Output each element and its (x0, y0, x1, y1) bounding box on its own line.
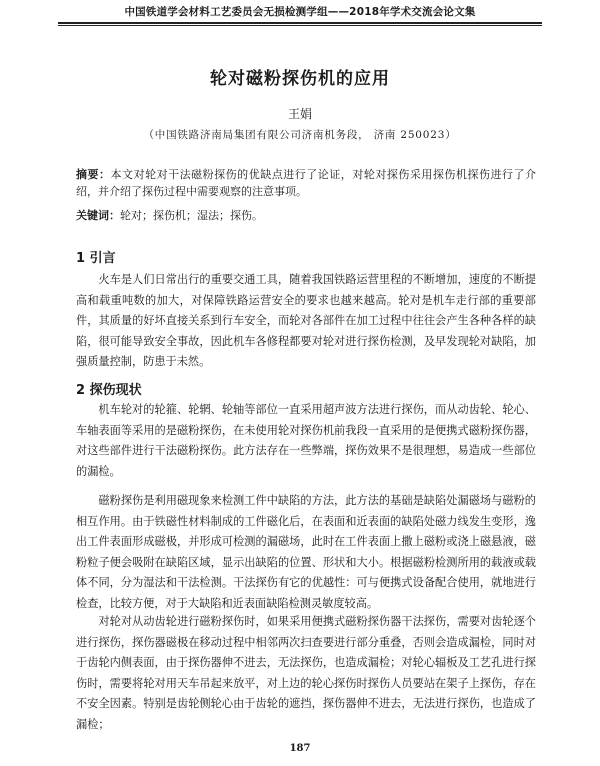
section-heading-status: 2 探伤现状 (76, 383, 142, 398)
abstract (76, 166, 536, 200)
paragraph: 火车是人们日常出行的重要交通工具，随着我国铁路运营里程的不断增加，速度的不断提高和载重吨数的加大，对保障铁路运营安全的要求也越来越高。轮对是机车走行部的重要部件，其质量的好坏直接关系到行车安全，而轮对各部件在加工过程中往往会产生各种各样的缺陷，很可能导致安全事故，因此机车各修程都要对轮对进行探伤检测，及早发现轮对缺陷，加强质量控制，防患于未然。 (76, 273, 536, 369)
keywords (76, 207, 536, 224)
header-rule-thin (58, 25, 542, 26)
paragraph: 机车轮对的轮箍、轮辋、轮轴等部位一直采用超声波方法进行探伤，而从动齿轮、轮心、车轴表面等采用的是磁粉探伤，在未使用轮对探伤机前我段一直采用的是便携式磁粉探伤器，对这些部件进行干法磁粉探伤。此方法存在一些弊端，探伤效果不是很理想，易造成一些部位的漏检。 (76, 403, 536, 478)
abstract-label: 摘要： (76, 168, 111, 181)
keywords-label: 关键词： (76, 209, 120, 222)
paper-title: 轮对磁粉探伤机的应用 (210, 69, 390, 89)
author-affiliation: （中国铁路济南局集团有限公司济南机务段， 济南 250023） (143, 129, 457, 141)
page-number: 187 (289, 743, 311, 754)
abstract-text: 本文对轮对干法磁粉探伤的优缺点进行了论证，对轮对探伤采用探伤机探伤进行了介绍，并介绍了探伤过程中需要观察的注意事项。 (76, 168, 537, 198)
paragraph: 磁粉探伤是利用磁现象来检测工件中缺陷的方法，此方法的基础是缺陷处漏磁场与磁粉的相互作用。由于铁磁性材料制成的工件磁化后，在表面和近表面的缺陷处磁力线发生变形，逸出工件表面形成磁极，并形成可检测的漏磁场，此时在工件表面上撒上磁粉或浇上磁悬液，磁粉粒子便会吸附在缺陷区域，显示出缺陷的位置、形状和大小。根据磁粉检测所用的载液或载体不同，分为湿法和干法检测。干法探伤有它的优越性：可与便携式设备配合使用，就地进行检查，比较方便，对于大缺陷和近表面缺陷检测灵敏度较高。 (76, 494, 536, 610)
section-heading-introduction: 1 引言 (76, 251, 116, 266)
running-header: 中国铁道学会材料工艺委员会无损检测学组——2018年学术交流会论文集 (124, 6, 476, 18)
header-rule (58, 22, 542, 24)
paragraph: 对轮对从动齿轮进行磁粉探伤时，如果采用便携式磁粉探伤器干法探伤，需要对齿轮逐个进行探伤，探伤器磁极在移动过程中相邻两次扫查要进行部分重叠，否则会造成漏检，同时对于齿轮内侧表面，由于探伤器伸不进去，无法探伤，也造成漏检；对轮心辐板及工艺孔进行探伤时，需要将轮对用天车吊起来放平，对上边的轮心探伤时探伤人员要站在架子上探伤，存在不安全因素。特别是齿轮侧轮心由于齿轮的遮挡，探伤器伸不进去，无法进行探伤，也造成了漏检； (76, 615, 536, 731)
keywords-text: 轮对；探伤机；湿法；探伤。 (120, 209, 263, 222)
author-name: 王娟 (287, 107, 312, 121)
